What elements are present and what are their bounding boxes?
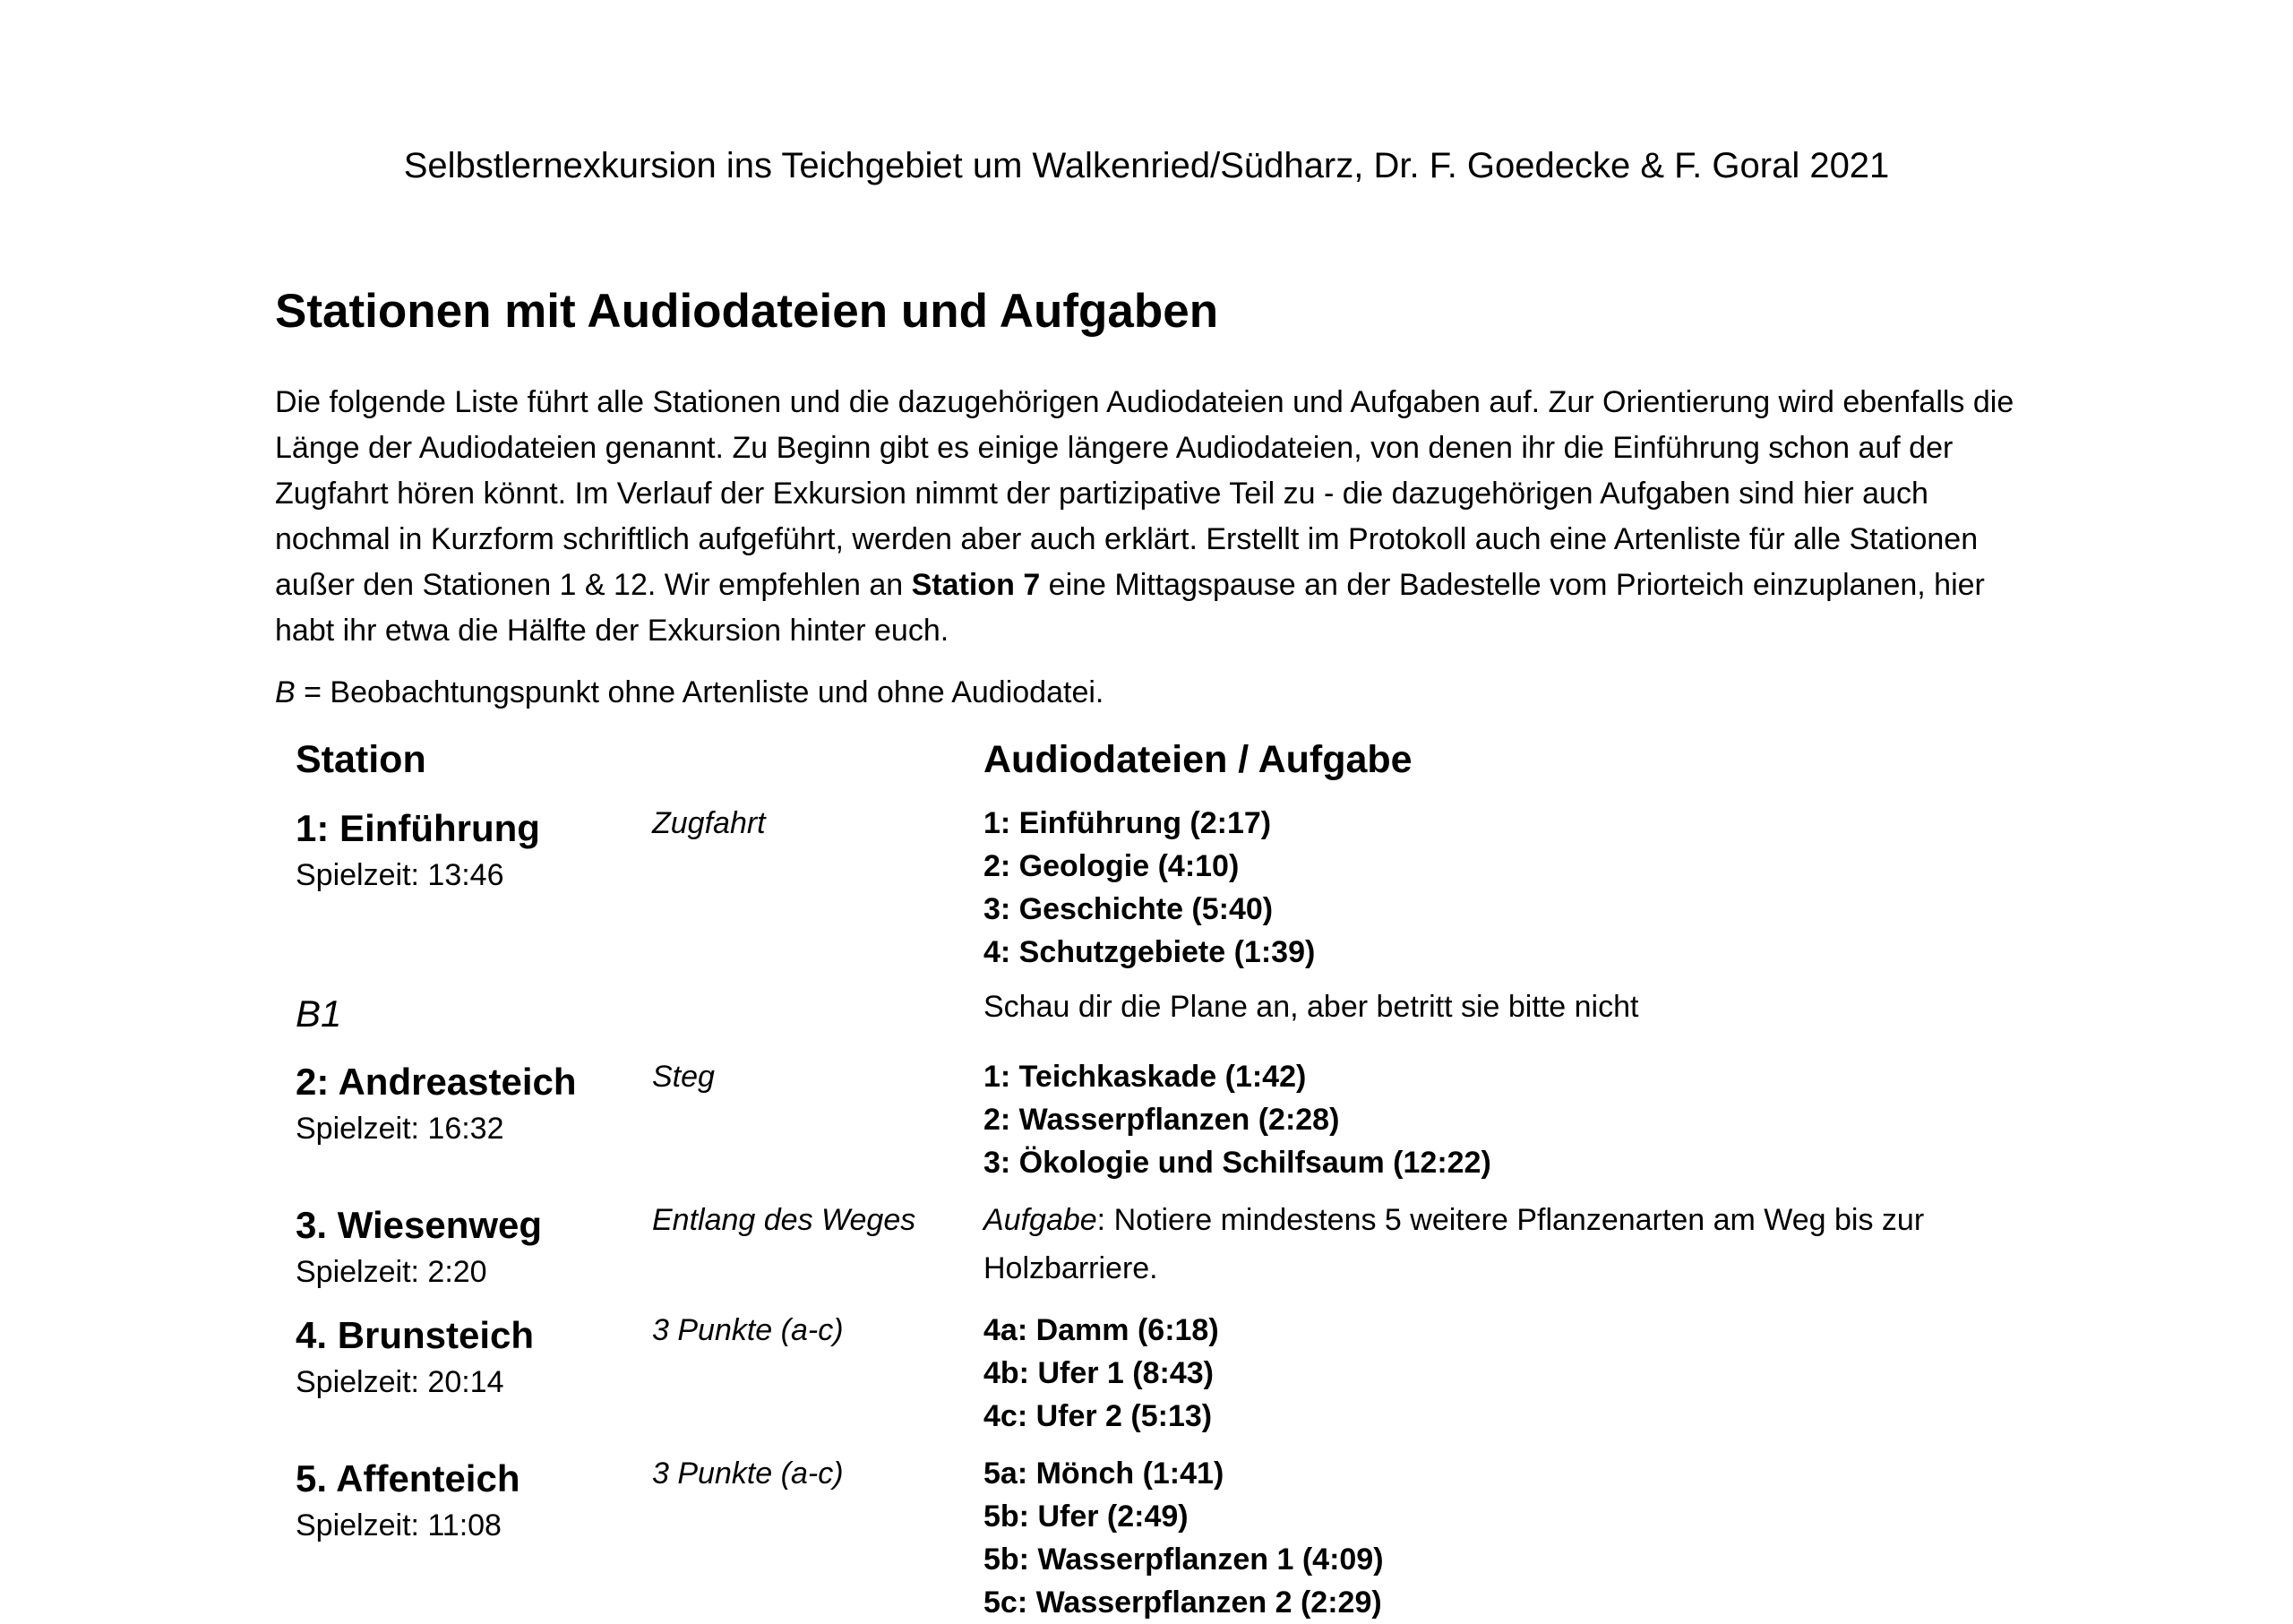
station-playtime: Spielzeit: 13:46 [296, 858, 504, 892]
intro-paragraph [275, 380, 2048, 654]
audio-file-item: 2: Wasserpflanzen (2:28) [983, 1103, 1340, 1137]
audio-file-item: 3: Geschichte (5:40) [983, 892, 1274, 926]
legend-symbol: B [275, 675, 296, 709]
station-name: 1: Einführung [296, 807, 540, 849]
station-location: Steg [652, 1060, 715, 1094]
audio-file-item: 1: Teichkaskade (1:42) [983, 1060, 1307, 1094]
audio-file-item: 4: Schutzgebiete (1:39) [983, 935, 1316, 969]
running-header: Selbstlernexkursion ins Teichgebiet um Walkenried/Südharz, Dr. F. Goedecke & F. Goral 2021 [403, 146, 1890, 185]
observation-point-name: B1 [296, 992, 342, 1035]
station-location: Entlang des Weges [652, 1203, 916, 1237]
audio-file-list [983, 802, 2058, 974]
audio-file-item: 4b: Ufer 1 (8:43) [983, 1356, 1214, 1390]
audio-file-item: 4a: Damm (6:18) [983, 1313, 1219, 1347]
legend-text: = Beobachtungspunkt ohne Artenliste und ohne Audiodatei. [295, 675, 1104, 709]
station-name: 4. Brunsteich [296, 1314, 535, 1356]
audio-file-item: 5b: Ufer (2:49) [983, 1499, 1189, 1534]
audio-file-item: 5c: Wasserpflanzen 2 (2:29) [983, 1585, 1382, 1620]
audio-file-list [983, 1055, 2058, 1184]
audio-file-item: 2: Geologie (4:10) [983, 849, 1240, 883]
page-title: Stationen mit Audiodateien und Aufgaben [275, 285, 1219, 338]
station-playtime: Spielzeit: 11:08 [296, 1508, 502, 1542]
audio-file-list [983, 1309, 2058, 1438]
intro-bold-station: Station 7 [911, 568, 1041, 602]
audio-file-item: 5a: Mönch (1:41) [983, 1456, 1224, 1491]
audio-file-item: 1: Einführung (2:17) [983, 806, 1272, 840]
audio-file-list [983, 1452, 2058, 1624]
intro-text-start: Die folgende Liste führt alle Stationen und die dazugehörigen Audiodateien und Aufgaben auf. Zur Orientierung wird ebenfalls die Länge der Audiodateien genannt. Zu Beginn gibt es einige längere Audiodateien, von denen ihr die Einführung schon auf der Zugfahrt hören könnt. Im Verlauf der Exkursion nimmt der partizipative Teil zu - die dazugehörigen Aufgaben sind hier auch nochmal in Kurzform schriftlich aufgeführt, werden aber auch erklärt. Erstellt im Protokoll auch eine Artenliste für alle Stationen außer den Stationen 1 & 12. Wir empfehlen an [275, 385, 2014, 602]
station-location: 3 Punkte (a-c) [652, 1456, 844, 1491]
station-location: 3 Punkte (a-c) [652, 1313, 844, 1347]
legend-note [275, 670, 1104, 715]
station-name: 5. Affenteich [296, 1457, 520, 1499]
intro-text-end: eine Mittagspause an der Badestelle vom Priorteich einzuplanen, hier habt ihr etwa die Hälfte der Exkursion hinter euch. [275, 568, 1985, 648]
station-location: Zugfahrt [652, 806, 766, 840]
station-playtime: Spielzeit: 2:20 [296, 1255, 487, 1289]
audio-file-item: 3: Ökologie und Schilfsaum (12:22) [983, 1146, 1491, 1180]
audio-file-item: 4c: Ufer 2 (5:13) [983, 1399, 1213, 1433]
audio-file-item: 5b: Wasserpflanzen 1 (4:09) [983, 1542, 1384, 1577]
column-header-station: Station [296, 738, 426, 781]
task-label: Aufgabe [983, 1203, 1097, 1237]
station-name: 2: Andreasteich [296, 1061, 577, 1103]
station-playtime: Spielzeit: 20:14 [296, 1365, 504, 1399]
task-description [983, 1196, 2022, 1293]
station-name: 3. Wiesenweg [296, 1204, 543, 1246]
observation-note: Schau dir die Plane an, aber betritt sie bitte nicht [983, 990, 1639, 1024]
station-playtime: Spielzeit: 16:32 [296, 1112, 504, 1146]
task-text: : Notiere mindestens 5 weitere Pflanzenarten am Weg bis zur Holzbarriere. [983, 1203, 1925, 1285]
column-header-audio: Audiodateien / Aufgabe [983, 738, 1413, 781]
